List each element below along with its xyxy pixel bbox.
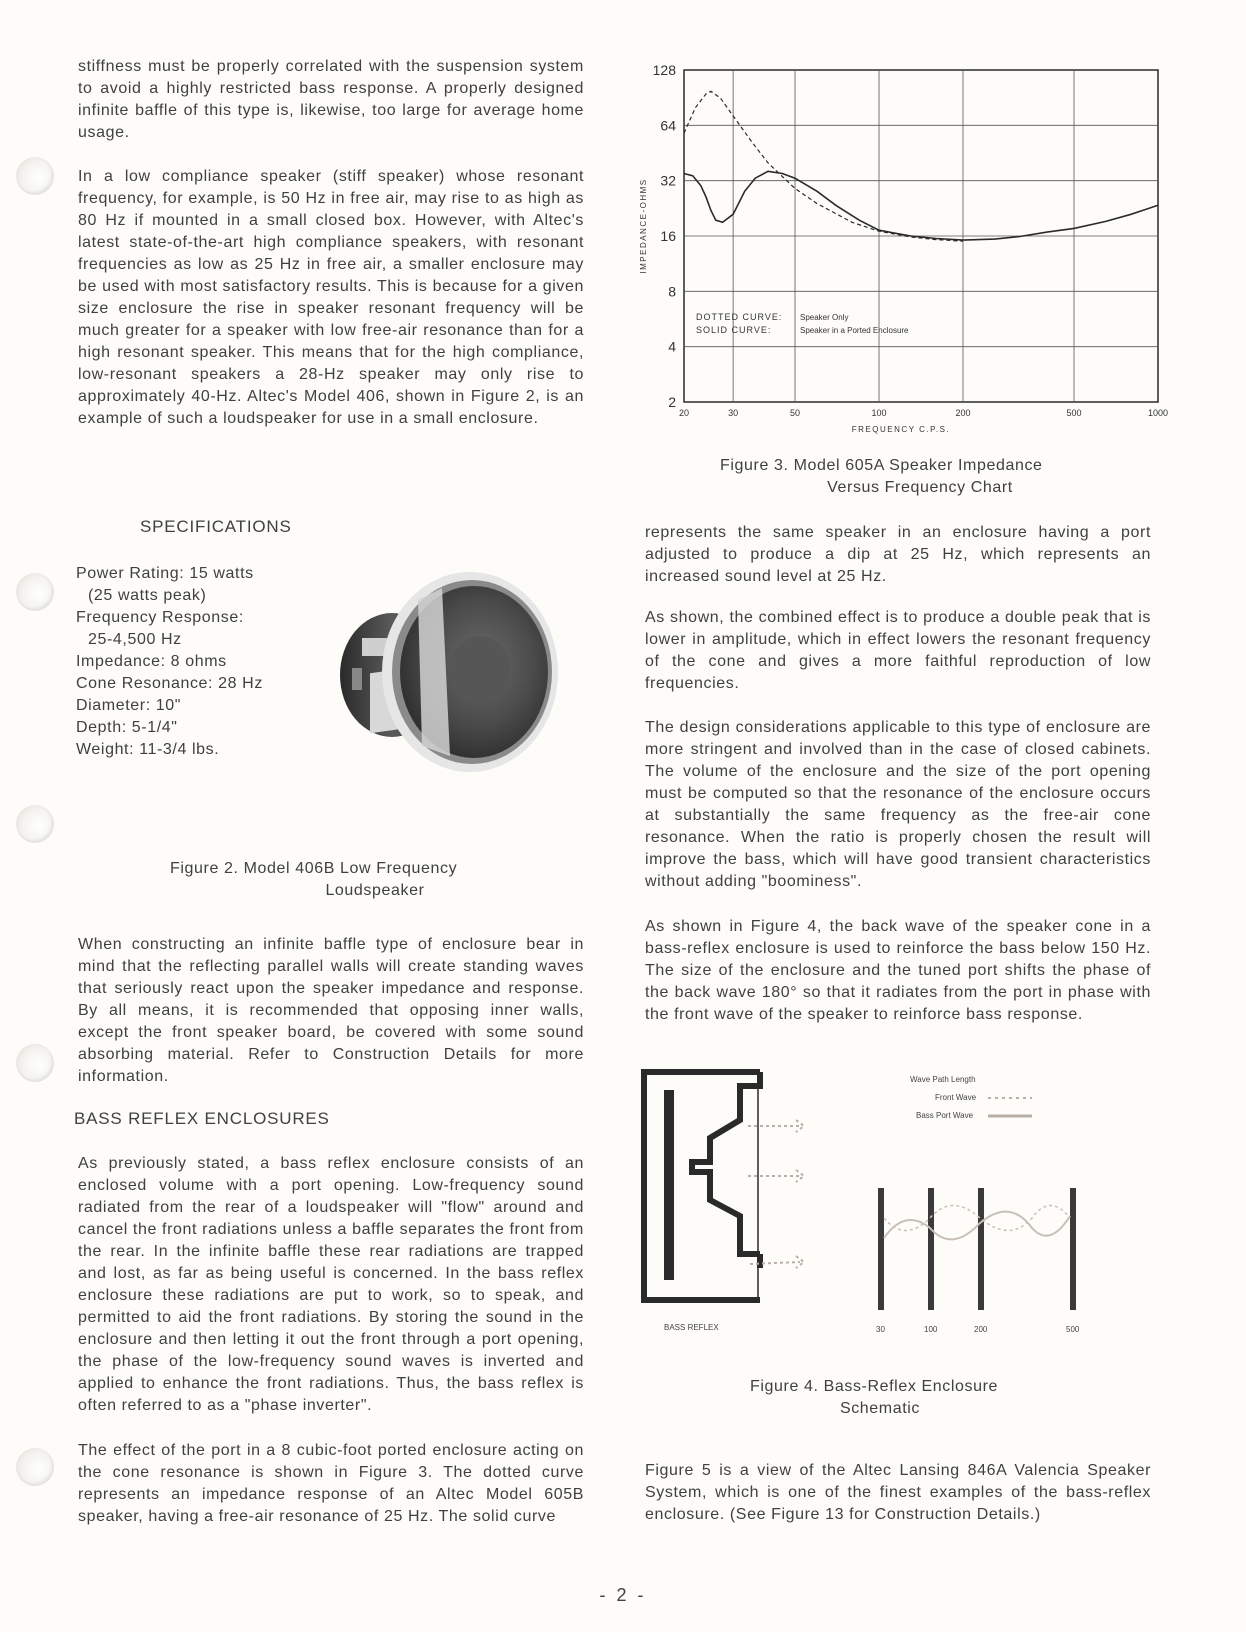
- x-tick-label: 30: [728, 408, 739, 418]
- x-tick-label: 20: [678, 408, 690, 418]
- freq-label: 500: [1066, 1325, 1080, 1334]
- right-paragraph-1: represents the same speaker in an enclosure having a port adjusted to produce a dip at 25 Hz, which represents an increased sound level at 25 Hz.: [645, 524, 1151, 585]
- bass-reflex-schematic: [640, 1068, 1150, 1348]
- spec-item: Weight: 11-3/4 lbs.: [76, 741, 220, 758]
- figure-4-caption-line2: Schematic: [839, 1400, 921, 1417]
- spec-item: (25 watts peak): [88, 587, 207, 604]
- right-paragraph-5: Figure 5 is a view of the Altec Lansing 846A Valencia Speaker System, which is one of the finest examples of the bass-reflex enclosure. (See Figure 13 for Construction Details.): [645, 1462, 1151, 1523]
- spec-item: 25-4,500 Hz: [88, 631, 182, 648]
- left-paragraph-3: When constructing an infinite baffle type of enclosure bear in mind that the reflecting parallel walls will create standing waves that seriously react upon the speaker impedance and response. By all means, it is recommended that opposing inner walls, except the front speaker board, be covered with some sound absorbing material. Refer to Construction Details for more information.: [78, 936, 584, 1085]
- freq-label: 30: [876, 1325, 885, 1334]
- left-paragraph-5: The effect of the port in a 8 cubic-foot ported enclosure acting on the cone resonance is shown in Figure 3. The dotted curve represents an impedance response of an Altec Model 605B speaker, having a free-air resonance of 25 Hz. The solid curve: [78, 1442, 584, 1525]
- spec-item: Power Rating: 15 watts: [76, 565, 254, 582]
- y-tick-label: 128: [652, 62, 676, 78]
- legend-dotted-key: DOTTED CURVE:: [696, 311, 783, 322]
- x-tick-label: 500: [1066, 408, 1082, 418]
- right-paragraph-3: The design considerations applicable to this type of enclosure are more stringent and involved than in the case of closed cabinets. The volume of the enclosure and the size of the port opening must be computed so that the resonance of the enclosure occurs at substantially the same frequency as the free-air cone resonance. When the ratio is properly chosen the result will improve the bass, which will have good transient characteristics without adding "boominess".: [645, 719, 1151, 890]
- impedance-frequency-chart: [630, 52, 1170, 447]
- legend-dotted-value: Speaker Only: [800, 312, 849, 322]
- y-tick-label: 64: [660, 117, 676, 134]
- hole-punch: [16, 805, 54, 843]
- left-paragraph-2: In a low compliance speaker (stiff speaker) whose resonant frequency, for example, is 50 Hz in free air, may rise to as high as 80 Hz if mounted in a small closed box. However, with Altec's latest state-of-the-art high compliance speakers, with resonant frequencies as low as 25 Hz in free air, a smaller enclosure may be used with most satisfactory results. This is because for a given size enclosure the rise in speaker resonant frequency will be much greater for a speaker with low free-air resonance than for a high resonant speaker. This means that for the high compliance, low-resonant speakers a 28-Hz speaker may only rise to approximately 40-Hz. Altec's Model 406, shown in Figure 2, is an example of such a loudspeaker for use in a small enclosure.: [78, 168, 584, 427]
- spec-item: Cone Resonance: 28 Hz: [76, 675, 263, 692]
- y-axis-label: IMPEDANCE-OHMS: [639, 178, 648, 274]
- x-tick-label: 50: [790, 408, 801, 418]
- hole-punch: [16, 157, 54, 195]
- x-tick-label: 200: [955, 408, 971, 418]
- x-tick-label: 100: [871, 408, 887, 418]
- bass-reflex-box-label: BASS REFLEX: [664, 1323, 719, 1332]
- bass-port-wave-legend: Bass Port Wave: [916, 1111, 974, 1120]
- figure-3-caption: [690, 455, 1110, 499]
- legend-solid-value: Speaker in a Ported Enclosure: [800, 325, 909, 335]
- y-tick-label: 4: [668, 338, 676, 355]
- freq-label: 100: [924, 1325, 938, 1334]
- figure-2-caption: [150, 858, 500, 902]
- figure-4-caption: [720, 1376, 1040, 1420]
- dotted-curve-speaker-only: [684, 91, 963, 241]
- solid-curve-ported-enclosure: [684, 171, 1158, 240]
- spec-item: Diameter: 10": [76, 697, 182, 714]
- y-tick-label: 2: [668, 394, 676, 410]
- figure-3-caption-line2: Versus Frequency Chart: [827, 479, 1013, 496]
- x-tick-label: 1000: [1147, 408, 1169, 418]
- loudspeaker-photo: [322, 560, 562, 800]
- figure-3-caption-line1: Figure 3. Model 605A Speaker Impedance: [720, 457, 1043, 474]
- spec-item: Impedance: 8 ohms: [76, 653, 227, 670]
- right-paragraph-4: As shown in Figure 4, the back wave of the speaker cone in a bass-reflex enclosure is used to reinforce the bass below 150 Hz. The size of the enclosure and the tuned port shifts the phase of the back wave 180° so that it radiates from the port in phase with the front wave of the speaker to reinforce bass response.: [645, 918, 1151, 1023]
- front-wave-legend: Front Wave: [935, 1093, 977, 1102]
- bass-reflex-heading: BASS REFLEX ENCLOSURES: [74, 1109, 330, 1128]
- wave-path-legend-title: Wave Path Length: [910, 1075, 976, 1084]
- figure-2-caption-line2: Loudspeaker: [325, 882, 425, 899]
- spec-item: Frequency Response:: [76, 609, 244, 626]
- x-axis-label: FREQUENCY C.P.S.: [851, 425, 951, 434]
- freq-label: 200: [974, 1325, 988, 1334]
- spec-item: Depth: 5-1/4": [76, 719, 178, 736]
- hole-punch: [16, 573, 54, 611]
- y-tick-label: 16: [660, 228, 676, 244]
- specifications-heading: SPECIFICATIONS: [140, 517, 292, 536]
- hole-punch: [16, 1044, 54, 1082]
- legend-solid-key: SOLID CURVE:: [696, 324, 772, 335]
- y-tick-label: 32: [660, 172, 676, 189]
- left-paragraph-4: As previously stated, a bass reflex enclosure consists of an enclosed volume with a port opening. Low-frequency sound radiated from the rear of a loudspeaker will "flow" around and cancel the front radiations unless a baffle separates the front from the rear. In the infinite baffle these rear radiations are trapped and lost, as far as being useful is concerned. In the bass reflex enclosure these radiations are put to work, so to speak, and permitted to aid the front radiations. By storing the sound in the enclosure and then letting it out the front through a port opening, the phase of the low-frequency sound waves is inverted and applied to enhance the front radiations. Thus, the bass reflex is often referred to as a "phase inverter".: [78, 1155, 584, 1414]
- right-paragraph-2: As shown, the combined effect is to produce a double peak that is lower in amplitude, which in effect lowers the resonant frequency of the cone and gives a more faithful reproduction of low frequencies.: [645, 609, 1151, 692]
- y-tick-label: 8: [668, 283, 676, 300]
- left-paragraph-1: stiffness must be properly correlated with the suspension system to avoid a highly restricted bass response. A properly designed infinite baffle of this type is, likewise, too large for average home usage.: [78, 58, 584, 141]
- hole-punch: [16, 1448, 54, 1486]
- specifications-list: [76, 563, 263, 761]
- page-number: - 2 -: [599, 1585, 647, 1605]
- figure-2-caption-line1: Figure 2. Model 406B Low Frequency: [170, 860, 458, 877]
- figure-4-caption-line1: Figure 4. Bass-Reflex Enclosure: [750, 1378, 999, 1395]
